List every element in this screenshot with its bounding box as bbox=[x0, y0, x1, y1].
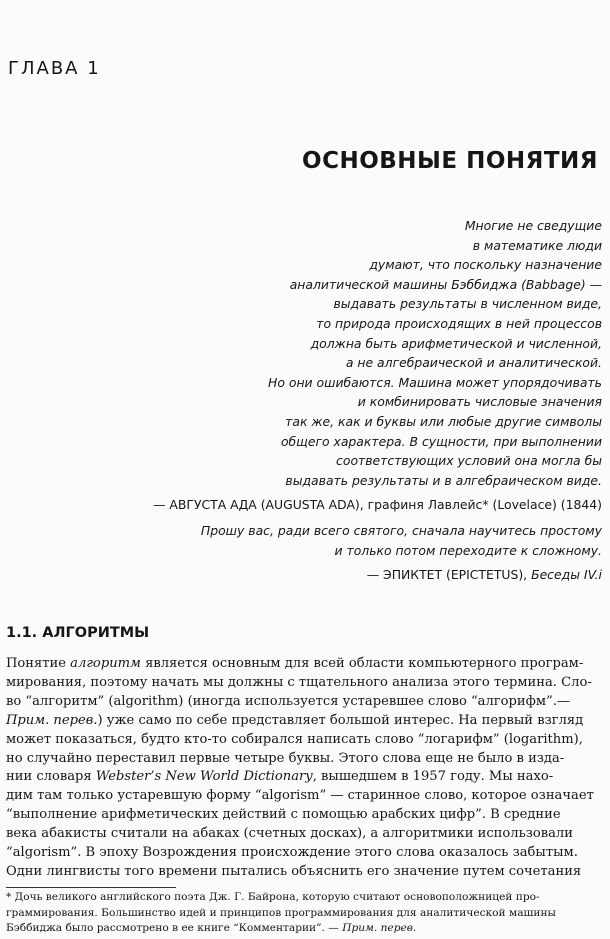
text-segment: мирования, поэтому начать мы должны с тщательного анализа этого термина. Сло- bbox=[6, 674, 592, 690]
text-segment: но случайно переставил первые четыре буквы. Этого слова еще не было в изда- bbox=[6, 750, 565, 766]
epigraph-line: и комбинировать числовые значения bbox=[357, 394, 602, 410]
paragraph-line bbox=[6, 655, 602, 674]
epigraph-attribution: — АВГУСТА АДА (AUGUSTA ADA), графиня Лавлейс* (Lovelace) (1844) bbox=[153, 497, 602, 513]
text-segment: века абакисты считали на абаках (счетных досках), а алгоритмики использовали bbox=[6, 826, 573, 842]
paragraph-line bbox=[6, 712, 602, 731]
epigraph-line: аналитической машины Бэббиджа (Babbage) — bbox=[289, 276, 602, 292]
text-segment: граммирования. Большинство идей и принципов программирования для аналитической машины bbox=[6, 906, 556, 919]
chapter-title: ОСНОВНЫЕ ПОНЯТИЯ bbox=[302, 148, 598, 174]
epigraph-line: соответствующих условий она могла бы bbox=[336, 453, 602, 469]
paragraph-line bbox=[6, 693, 602, 712]
epigraph-line: выдавать результаты в численном виде, bbox=[333, 296, 602, 312]
emphasis-text: алгоритм bbox=[70, 656, 141, 671]
paragraph-line bbox=[6, 674, 602, 693]
epigraph-line: Многие не сведущие bbox=[464, 218, 602, 233]
epigraph-line: а не алгебраической и аналитической. bbox=[345, 355, 602, 371]
text-segment: * Дочь великого английского поэта Дж. Г. Байрона, которую считают основоположницей про- bbox=[6, 891, 540, 903]
epigraph-line: так же, как и буквы или любые другие символы bbox=[285, 413, 602, 429]
chapter-label: ГЛАВА 1 bbox=[8, 58, 101, 79]
text-segment: Бэббиджа было рассмотрено в ее книге “Комментарии”. — bbox=[6, 922, 343, 935]
epigraph-epictetus bbox=[201, 521, 602, 585]
text-segment: Одни лингвисты того времени пытались объяснить его значение путем сочетания bbox=[6, 863, 582, 879]
text-segment: , вышедшем в 1957 году. Мы нахо- bbox=[312, 769, 554, 785]
epigraph-attribution bbox=[201, 565, 602, 585]
paragraph-line bbox=[6, 863, 602, 882]
paragraph-line bbox=[6, 806, 602, 825]
emphasis-text: Прим. перев. bbox=[342, 922, 417, 935]
epigraph-line: Прошу вас, ради всего святого, сначала научитесь простому bbox=[200, 523, 602, 538]
epigraph-line: в математике люди bbox=[472, 237, 602, 253]
epigraph-line: и только потом переходите к сложному. bbox=[334, 542, 602, 558]
text-segment: Понятие bbox=[6, 656, 71, 671]
footnote-rule bbox=[6, 887, 176, 888]
section-title: 1.1. АЛГОРИТМЫ bbox=[6, 625, 150, 641]
footnote-line bbox=[6, 906, 604, 922]
footnote-line bbox=[6, 921, 604, 937]
paragraph-line bbox=[6, 768, 602, 787]
paragraph-line bbox=[6, 750, 602, 769]
section-paragraph bbox=[6, 655, 602, 882]
text-segment: во “алгоритм” (algorithm) (иногда используется устаревшее слово “алгорифм”.— bbox=[6, 693, 571, 709]
epigraph-line: Но они ошибаются. Машина может упорядочивать bbox=[268, 374, 602, 390]
epigraph-line: общего характера. В сущности, при выполнении bbox=[280, 433, 602, 449]
paragraph-line bbox=[6, 787, 602, 806]
paragraph-line bbox=[6, 731, 602, 750]
attribution-author: — ЭПИКТЕТ (EPICTETUS), bbox=[366, 567, 528, 583]
text-segment: нии словаря bbox=[6, 769, 96, 785]
footnote bbox=[6, 890, 604, 937]
epigraph-line: то природа происходящих в ней процессов bbox=[316, 315, 602, 331]
paragraph-line bbox=[6, 844, 602, 863]
emphasis-text: Прим. перев. bbox=[6, 712, 98, 728]
attribution-work: Беседы IV.i bbox=[531, 567, 602, 583]
emphasis-text: Webster’s New World Dictionary bbox=[95, 769, 313, 785]
epigraph-line: выдавать результаты и в алгебраическом виде. bbox=[285, 472, 602, 488]
text-segment: ) уже само по себе представляет большой интерес. На первый взгляд bbox=[97, 712, 584, 728]
text-segment: дим там только устаревшую форму “algorism” — старинное слово, которое означает bbox=[6, 788, 594, 804]
paragraph-line bbox=[6, 825, 602, 844]
text-segment: может показаться, будто кто-то собирался написать слово “логарифм” (logarithm), bbox=[6, 731, 583, 747]
text-segment: “выполнение арифметических действий с помощью арабских цифр”. В средние bbox=[6, 807, 561, 823]
epigraph-line: думают, что поскольку назначение bbox=[369, 257, 602, 273]
epigraph-ada bbox=[153, 216, 602, 515]
footnote-line bbox=[6, 890, 604, 906]
text-segment: является основным для всей области компьютерного програм- bbox=[140, 656, 584, 671]
text-segment: “algorism”. В эпоху Возрождения происхождение этого слова оказалось забытым. bbox=[6, 845, 578, 861]
epigraph-line: должна быть арифметической и численной, bbox=[310, 335, 602, 351]
